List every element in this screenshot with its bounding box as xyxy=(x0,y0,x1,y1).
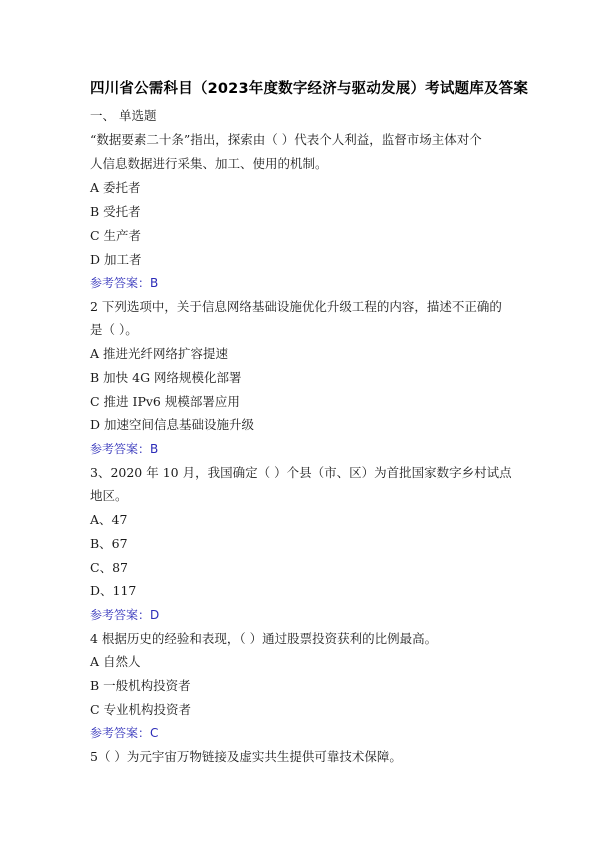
question-2-stem-line-1: 2 下列选项中，关于信息网络基础设施优化升级工程的内容，描述不正确的 xyxy=(90,299,502,314)
question-3-option-a: A、47 xyxy=(90,512,128,527)
question-1-option-a: A 委托者 xyxy=(90,180,141,195)
question-3-answer: 参考答案：D xyxy=(90,608,160,622)
question-1-option-b: B 受托者 xyxy=(90,204,141,219)
document-title: 四川省公需科目（2023年度数字经济与驱动发展）考试题库及答案 xyxy=(90,81,529,97)
question-3-option-b: B、67 xyxy=(90,536,128,551)
question-1-option-c: C 生产者 xyxy=(90,228,142,243)
question-3-option-c: C、87 xyxy=(90,560,128,575)
question-2-option-b: B 加快 4G 网络规模化部署 xyxy=(90,370,242,385)
question-1-option-d: D 加工者 xyxy=(90,252,142,267)
question-3-stem-line-2: 地区。 xyxy=(90,488,128,503)
question-5-stem-line-1: 5（ ）为元宇宙万物链接及虚实共生提供可靠技术保障。 xyxy=(90,749,402,764)
question-2-answer: 参考答案：B xyxy=(90,442,159,456)
question-3-stem-line-1: 3、2020 年 10 月，我国确定（ ）个县（市、区）为首批国家数字乡村试点 xyxy=(90,465,512,480)
question-3-option-d: D、117 xyxy=(90,583,137,598)
section-heading: 一、 单选题 xyxy=(90,108,157,123)
question-4-answer: 参考答案：C xyxy=(90,726,159,740)
question-2-option-c: C 推进 IPv6 规模部署应用 xyxy=(90,394,240,409)
question-4-stem-line-1: 4 根据历史的经验和表现，（ ）通过股票投资获利的比例最高。 xyxy=(90,631,438,646)
question-4-option-c: C 专业机构投资者 xyxy=(90,702,192,717)
question-2-option-d: D 加速空间信息基础设施升级 xyxy=(90,417,254,432)
question-1-answer: 参考答案：B xyxy=(90,276,159,290)
question-1-stem-line-1: “数据要素二十条”指出，探索由（ ）代表个人利益，监督市场主体对个 xyxy=(90,132,482,147)
question-1-stem-line-2: 人信息数据进行采集、加工、使用的机制。 xyxy=(90,156,328,171)
question-4-option-b: B 一般机构投资者 xyxy=(90,678,191,693)
question-2-option-a: A 推进光纤网络扩容提速 xyxy=(90,346,229,361)
question-4-option-a: A 自然人 xyxy=(90,654,141,669)
question-2-stem-line-2: 是（ ）。 xyxy=(90,322,138,337)
